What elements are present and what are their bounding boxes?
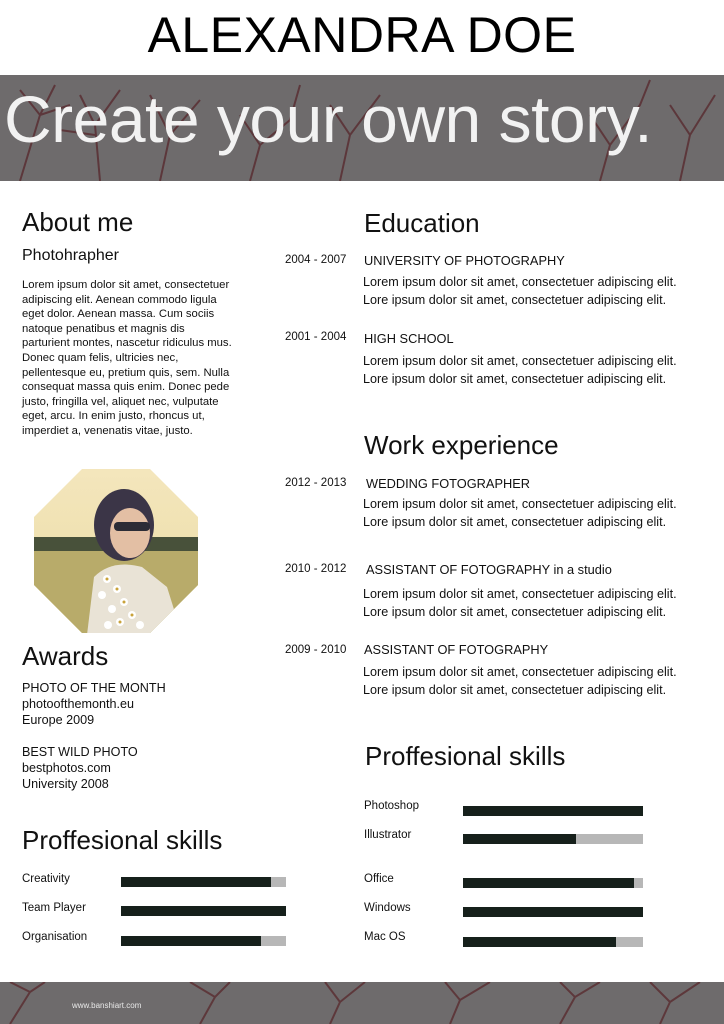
about-heading: About me — [22, 207, 134, 237]
skill-bar-fill — [463, 937, 616, 947]
work-years: 2009 - 2010 — [285, 644, 347, 656]
description-line: Lorem ipsum dolor sit amet, consectetuer adipiscing elit. — [363, 587, 677, 601]
skill-bar — [121, 877, 286, 887]
work-years: 2012 - 2013 — [285, 477, 347, 489]
skill-label: Office — [364, 873, 394, 885]
education-heading: Education — [364, 208, 480, 238]
description-line: Lorem ipsum dolor sit amet, consectetuer adipiscing elit. — [363, 497, 677, 511]
skills-right-heading: Proffesional skills — [365, 741, 566, 771]
description-line: Lorem ipsum dolor sit amet, consectetuer adipiscing elit. — [363, 354, 677, 368]
work-heading: Work experience — [364, 430, 559, 460]
award-title: BEST WILD PHOTO — [22, 745, 138, 759]
skill-label: Organisation — [22, 931, 88, 943]
awards-heading: Awards — [22, 641, 109, 671]
footer-url: www.banshiart.com — [72, 1001, 142, 1010]
award-place: University 2008 — [22, 777, 109, 791]
skill-label: Photoshop — [364, 800, 419, 812]
skills-left-heading: Proffesional skills — [22, 825, 223, 855]
skill-bar-fill — [463, 806, 643, 816]
education-years: 2004 - 2007 — [285, 254, 347, 266]
work-title: ASSISTANT OF FOTOGRAPHY — [364, 642, 549, 657]
work-years: 2010 - 2012 — [285, 563, 347, 575]
award-site: photoofthemonth.eu — [22, 697, 135, 711]
tagline-banner — [0, 75, 724, 181]
skill-bar — [121, 906, 286, 916]
skill-bar — [463, 806, 643, 816]
description-line: Lore ipsum dolor sit amet, consectetuer adipiscing elit. — [363, 682, 667, 697]
skill-label: Illustrator — [364, 829, 412, 841]
skill-bar-fill — [463, 907, 643, 917]
work-description — [363, 664, 703, 699]
description-line: Lore ipsum dolor sit amet, consectetuer adipiscing elit. — [363, 604, 667, 619]
description-line: Lore ipsum dolor sit amet, consectetuer adipiscing elit. — [363, 292, 667, 307]
skill-bar-fill — [463, 834, 576, 844]
education-title: UNIVERSITY OF PHOTOGRAPHY — [364, 253, 565, 268]
award-title: PHOTO OF THE MONTH — [22, 681, 166, 695]
work-title: ASSISTANT OF FOTOGRAPHY in a studio — [366, 562, 612, 577]
skill-label: Mac OS — [364, 931, 406, 943]
skill-label: Team Player — [22, 902, 86, 914]
skill-bar-fill — [463, 878, 634, 888]
candidate-name: ALEXANDRA DOE — [147, 7, 577, 63]
work-description — [363, 586, 703, 621]
skill-label: Creativity — [22, 873, 70, 885]
tagline: Create your own story. — [4, 82, 653, 156]
skill-label: Windows — [364, 902, 411, 914]
skill-bar-fill — [121, 906, 286, 916]
skill-bar — [463, 907, 643, 917]
skill-bar-fill — [121, 877, 271, 887]
skill-bar — [463, 878, 643, 888]
award-item — [22, 744, 138, 792]
skill-bar — [463, 834, 643, 844]
description-line: Lorem ipsum dolor sit amet, consectetuer adipiscing elit. — [363, 275, 677, 289]
skill-bar — [121, 936, 286, 946]
about-text: Lorem ipsum dolor sit amet, consectetuer adipiscing elit. Aenean commodo ligula eget dolor. Aenean massa. Cum sociis natoque penatibus et magnis dis parturient montes, nascetur ridiculus mus. Donec quam felis, ultricies nec, pellentesque eu, pretium quis, sem. Nulla consequat massa quis enim. Donec pede justo, fringilla vel, aliquet nec, vulputate eget, arcu. In enim justo, rhoncus ut, imperdiet a, venenatis vitae, justo. — [22, 279, 232, 437]
award-site: bestphotos.com — [22, 761, 111, 775]
profile-photo — [32, 467, 200, 635]
work-description — [363, 496, 703, 531]
education-description — [363, 274, 703, 309]
description-line: Lorem ipsum dolor sit amet, consectetuer adipiscing elit. — [363, 665, 677, 679]
education-description — [363, 353, 703, 388]
education-years: 2001 - 2004 — [285, 331, 347, 343]
description-line: Lore ipsum dolor sit amet, consectetuer adipiscing elit. — [363, 371, 667, 386]
work-title: WEDDING FOTOGRAPHER — [366, 476, 530, 491]
award-place: Europe 2009 — [22, 713, 95, 727]
about-role: Photohrapher — [22, 247, 119, 264]
footer-banner — [0, 982, 724, 1024]
skill-bar-fill — [121, 936, 261, 946]
education-title: HIGH SCHOOL — [364, 331, 454, 346]
award-item — [22, 680, 166, 728]
skill-bar — [463, 937, 643, 947]
description-line: Lore ipsum dolor sit amet, consectetuer adipiscing elit. — [363, 514, 667, 529]
